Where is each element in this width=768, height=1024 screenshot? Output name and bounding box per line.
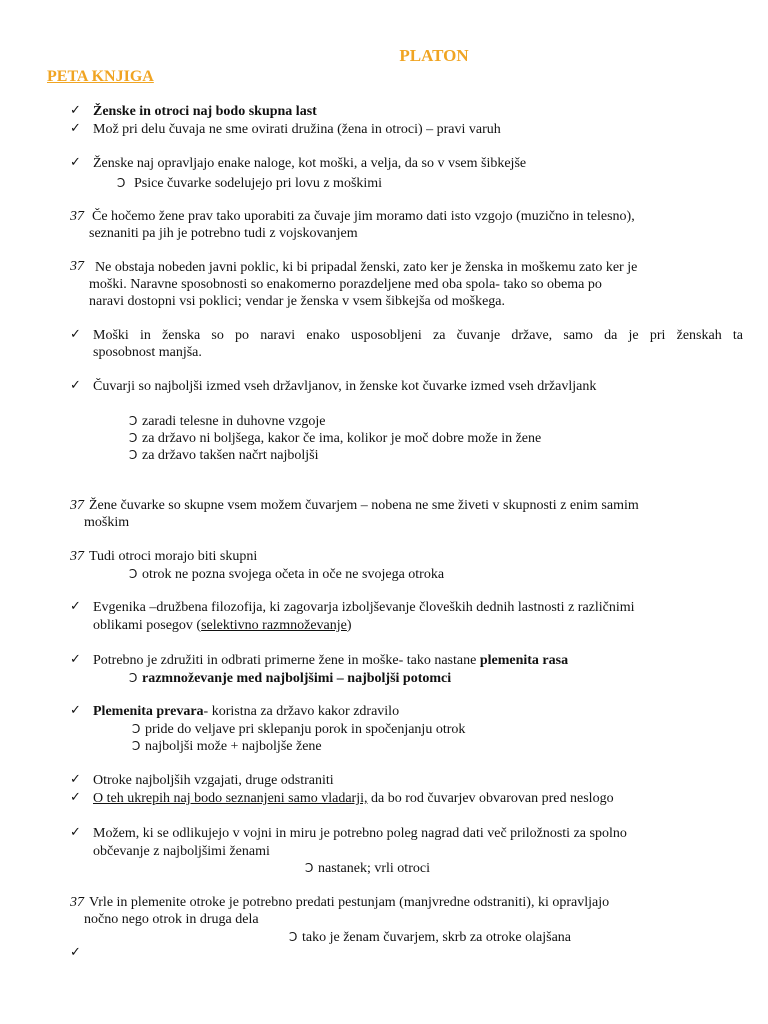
check-icon: ✓ [70, 790, 81, 805]
sub-item: zaradi telesne in duhovne vzgoje [142, 414, 326, 429]
paragraph: Če hočemo žene prav tako uporabiti za čuvaje jim moramo dati isto vzgojo (muzično in telesno), [92, 209, 635, 224]
text-run: Potrebno je združiti in odbrati primerne žene in moške- tako nastane [93, 653, 480, 668]
list-item: Ženske naj opravljajo enake naloge, kot moški, a velja, da so v vsem šibkejše [93, 156, 527, 171]
text-run: oblikami posegov ( [93, 618, 202, 633]
sub-item: za državo takšen načrt najboljši [142, 448, 319, 463]
check-icon: ✓ [70, 703, 81, 718]
sub-item: za državo ni boljšega, kakor če ima, kolikor je moč dobre može in žene [142, 431, 542, 446]
arrow-icon: Ↄ [117, 176, 126, 190]
list-item: sposobnost manjša. [93, 345, 202, 360]
check-icon: ✓ [70, 103, 81, 118]
bold-term: plemenita rasa [479, 653, 569, 668]
text-run: ) [346, 618, 352, 633]
chapter-heading: PETA KNJIGA [47, 68, 154, 85]
paragraph: Vrle in plemenite otroke je potrebno predati pestunjam (manjvredne odstraniti), ki opravljajo [89, 895, 610, 910]
paragraph: moški. Naravne sposobnosti so enakomerno porazdeljene med oba spola- tako so obema po [89, 277, 602, 292]
check-icon: ✓ [70, 155, 81, 170]
sub-item: nastanek; vrli otroci [318, 861, 430, 876]
paragraph-number: 37 [70, 549, 84, 564]
list-item: Možem, ki se odlikujejo v vojni in miru je potrebno poleg nagrad dati več priložnosti za spolno [93, 826, 627, 841]
check-icon: ✓ [70, 945, 81, 960]
check-icon: ✓ [70, 599, 81, 614]
list-item: Mož pri delu čuvaja ne sme ovirati družina (žena in otroci) – pravi varuh [93, 122, 501, 137]
paragraph: nočno nego otrok in druga dela [84, 912, 259, 927]
sub-item: tako je ženam čuvarjem, skrb za otroke olajšana [302, 930, 571, 945]
list-item: Ženske in otroci naj bodo skupna last [93, 104, 317, 119]
paragraph-number: 37 [70, 259, 84, 274]
check-icon: ✓ [70, 121, 81, 136]
sub-item: najboljši može + najboljše žene [145, 739, 322, 754]
bold-term: Plemenita prevara [93, 704, 204, 719]
paragraph-number: 37 [70, 209, 84, 224]
paragraph: naravi dostopni vsi poklici; vendar je ženska v vsem šibkejša od moškega. [89, 294, 506, 309]
check-icon: ✓ [70, 327, 81, 342]
arrow-icon: Ↄ [132, 722, 141, 736]
list-item [93, 703, 399, 720]
check-icon: ✓ [70, 378, 81, 393]
check-icon: ✓ [70, 772, 81, 787]
check-icon: ✓ [70, 825, 81, 840]
paragraph-number: 37 [70, 498, 84, 513]
arrow-icon: Ↄ [129, 431, 138, 445]
paragraph: moškim [84, 515, 130, 530]
paragraph: Žene čuvarke so skupne vsem možem čuvarjem – nobena ne sme živeti v skupnosti z enim samim [89, 498, 639, 513]
paragraph-number: 37 [70, 895, 84, 910]
paragraph: Ne obstaja nobeden javni poklic, ki bi pripadal ženski, zato ker je ženska in moškemu zato ker je [95, 260, 638, 275]
paragraph: Tudi otroci morajo biti skupni [89, 549, 258, 564]
list-item: Otroke najboljših vzgajati, druge odstraniti [93, 773, 334, 788]
arrow-icon: Ↄ [289, 930, 298, 944]
list-item: Moški in ženska so po naravi enako usposobljeni za čuvanje države, samo da je pri ženskah ta [93, 328, 743, 343]
underlined-term: selektivno razmnoževanje [201, 618, 347, 633]
arrow-icon: Ↄ [129, 567, 138, 581]
list-item: občevanje z najboljšimi ženami [93, 844, 270, 859]
list-item [93, 652, 568, 669]
list-item: Evgenika –družbena filozofija, ki zagovarja izboljševanje človeških dednih lastnosti z različnimi [93, 600, 635, 615]
underlined-term: O teh ukrepih naj bodo seznanjeni samo vladarji, [93, 791, 368, 806]
arrow-icon: Ↄ [129, 414, 138, 428]
paragraph: seznaniti pa jih je potrebno tudi z vojskovanjem [89, 226, 358, 241]
sub-item: pride do veljave pri sklepanju porok in spočenjanju otrok [145, 722, 466, 737]
text-run: - koristna za državo kakor zdravilo [203, 704, 400, 719]
text-run: da bo rod čuvarjev obvarovan pred neslogo [367, 791, 614, 806]
arrow-icon: Ↄ [305, 861, 314, 875]
check-icon: ✓ [70, 652, 81, 667]
arrow-icon: Ↄ [129, 448, 138, 462]
list-item: Čuvarji so najboljši izmed vseh državljanov, in ženske kot čuvarke izmed vseh državljank [93, 379, 597, 394]
list-item [93, 790, 614, 807]
arrow-icon: Ↄ [129, 671, 138, 685]
sub-item: Psice čuvarke sodelujejo pri lovu z moškimi [134, 176, 383, 191]
arrow-icon: Ↄ [132, 739, 141, 753]
page-title: PLATON [399, 46, 469, 65]
sub-item: otrok ne pozna svojega očeta in oče ne svojega otroka [142, 567, 445, 582]
sub-item: razmnoževanje med najboljšimi – najboljši potomci [142, 671, 452, 686]
list-item [93, 617, 352, 634]
